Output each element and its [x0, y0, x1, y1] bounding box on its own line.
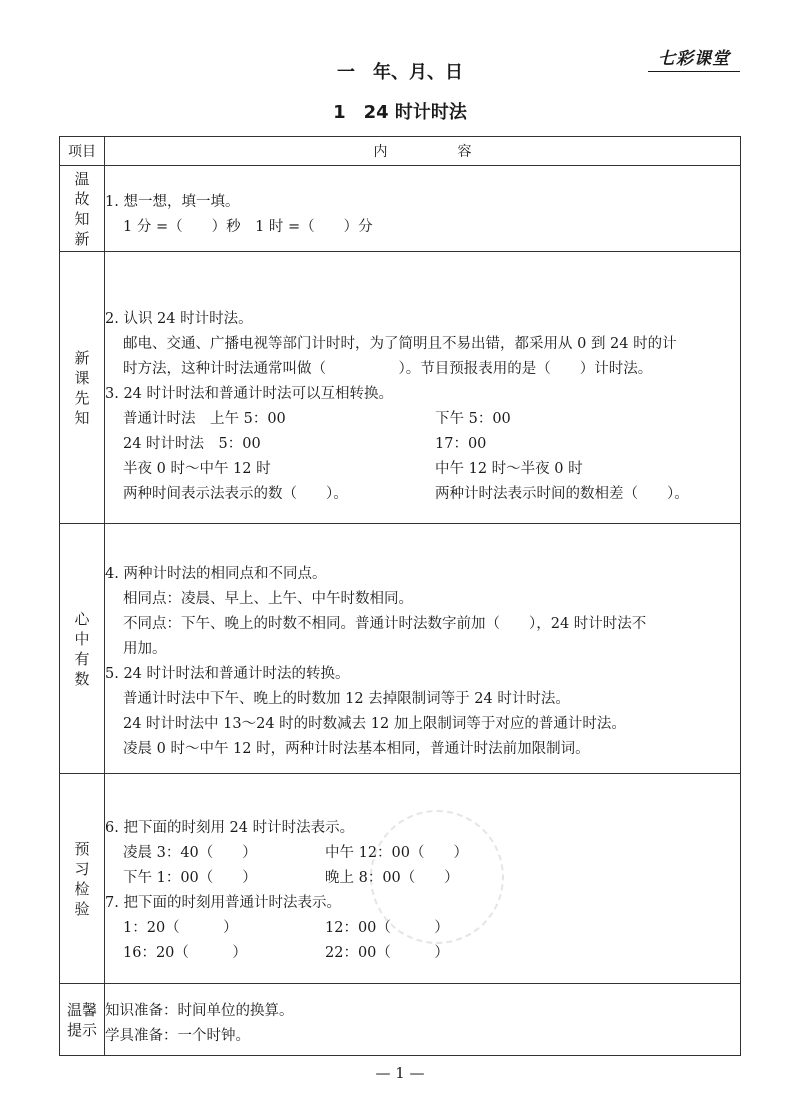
- unit-title: 一 年、月、日: [337, 62, 463, 83]
- header-content: 内 容: [105, 137, 741, 166]
- section-content: 4. 两种计时法的相同点和不同点。 相同点：凌晨、早上、上午、中午时数相同。 不同点：下午、晚上的时数不相同。普通计时法数字前加（ ），24 时计时法不 用加。 5. 24 时计时法和普通计时法的转换。 普通计时法中下午、晚上的时数加 12 去掉限制词等于 24 时计时法。 24 时计时法中 13～24 时的时数减去 12 加上限制词等于对应的普通计时法。 凌晨 0 时～中午 12 时，两种计时法基本相同，普通计时法前加限制词。: [105, 524, 741, 774]
- section-content: 6. 把下面的时刻用 24 时计时法表示。 凌晨 3：40（ ） 中午 12：00（ ） 下午 1：00（ ） 晚上 8：00（ ） 7. 把下面的时刻用普通计时法表示。 1：20（ ） 12：00（ ） 16：20（ ） 22：00（ ）: [105, 774, 741, 984]
- header-item: 项目: [60, 137, 105, 166]
- section-content: 2. 认识 24 时计时法。 邮电、交通、广播电视等部门计时时，为了简明且不易出错，都采用从 0 到 24 时的计 时方法，这种计时法通常叫做（ ）。节目预报表用的是（ ）计时法。 3. 24 时计时法和普通计时法可以互相转换。 普通计时法 上午 5：00 下午 5：00 24 时计时法 5：00 17：00 半夜 0 时～中午 12 时 中午 12 时～半夜 0 时 两种时间表示法表示的数（ ）。 两种计时法表示时间的数相差（ ）。: [105, 252, 741, 524]
- section-label: 心 中 有 数: [60, 524, 105, 774]
- section-new-lesson: [60, 252, 741, 524]
- section-review: [60, 166, 741, 252]
- section-label: 预 习 检 验: [60, 774, 105, 984]
- page-number: — 1 —: [375, 1064, 425, 1082]
- section-label: 温馨 提示: [60, 984, 105, 1056]
- brand-logo: 七彩课堂: [648, 44, 740, 72]
- lesson-title: 1 24 时计时法: [333, 102, 467, 123]
- section-content: 1. 想一想，填一填。 1 分 =（ ）秒 1 时 =（ ）分: [105, 166, 741, 252]
- section-summary: [60, 524, 741, 774]
- section-label: 温 故 知 新: [60, 166, 105, 252]
- section-tips: [60, 984, 741, 1056]
- section-label: 新 课 先 知: [60, 252, 105, 524]
- section-content: 知识准备：时间单位的换算。 学具准备：一个时钟。: [105, 984, 741, 1056]
- table-header-row: [60, 137, 741, 166]
- watermark-stamp-icon: [370, 810, 504, 944]
